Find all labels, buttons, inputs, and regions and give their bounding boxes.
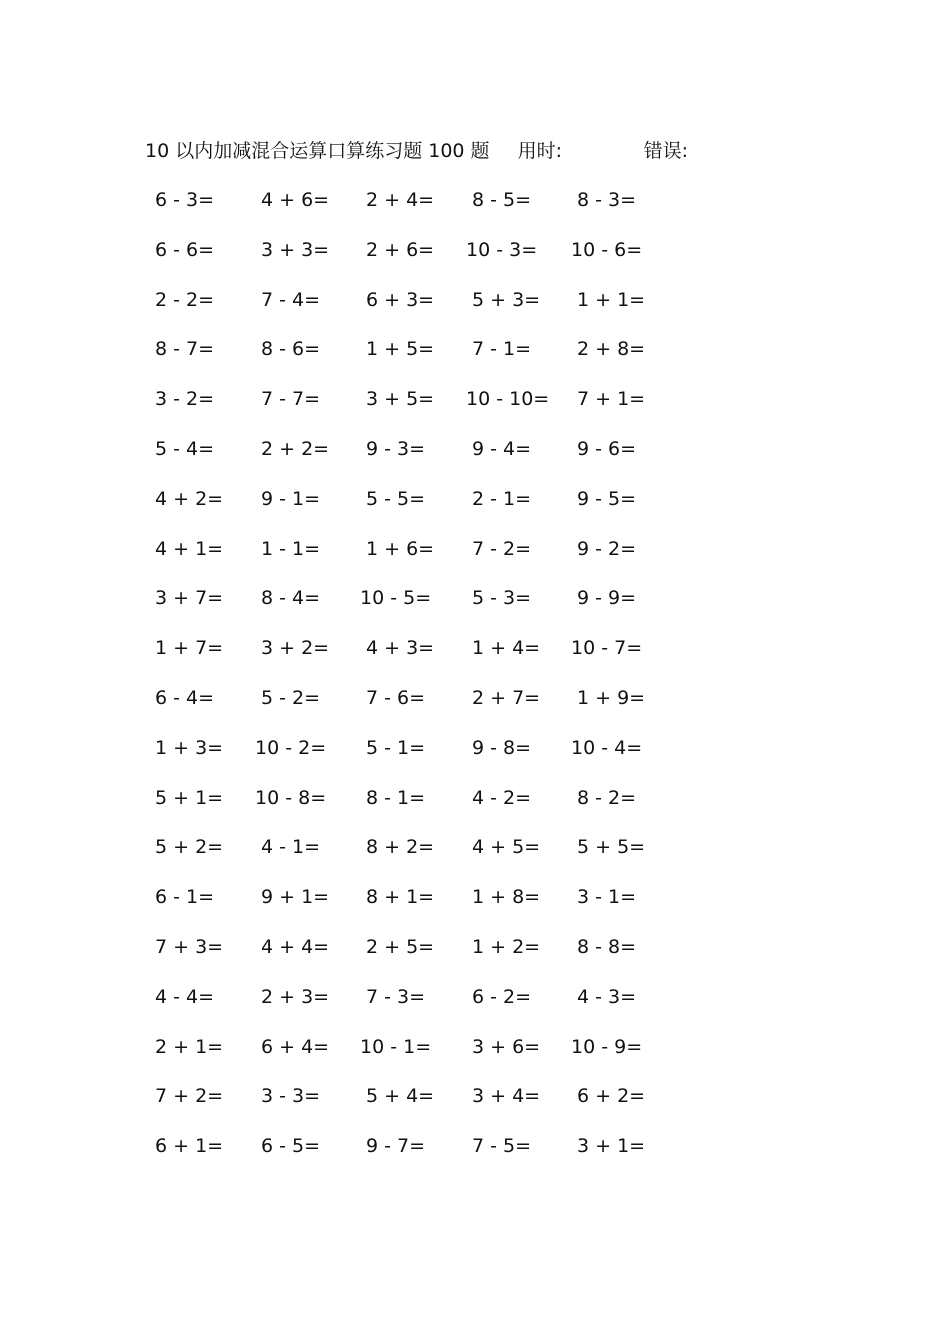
problem-item: 6 - 3= <box>155 189 215 211</box>
problem-item: 4 - 4= <box>155 986 215 1008</box>
worksheet-header <box>145 138 688 164</box>
problem-row <box>0 983 800 1013</box>
problem-item: 3 + 7= <box>155 587 224 609</box>
problem-item: 5 - 3= <box>472 587 532 609</box>
problem-item: 5 + 3= <box>472 289 541 311</box>
problem-item: 8 + 1= <box>366 886 435 908</box>
problem-row <box>0 1082 800 1112</box>
problem-item: 9 - 5= <box>577 488 637 510</box>
problem-item: 5 + 1= <box>155 787 224 809</box>
problem-item: 1 + 4= <box>472 637 541 659</box>
problem-item: 9 + 1= <box>261 886 330 908</box>
problem-item: 2 + 5= <box>366 936 435 958</box>
problem-item: 3 + 1= <box>577 1135 646 1157</box>
worksheet-title: 10 以内加减混合运算口算练习题 100 题 <box>145 140 490 162</box>
time-label: 用时: <box>517 140 563 162</box>
problem-item: 2 + 1= <box>155 1036 224 1058</box>
problem-row <box>0 1033 800 1063</box>
problem-item: 4 + 2= <box>155 488 224 510</box>
problem-item: 7 - 3= <box>366 986 426 1008</box>
problem-item: 7 - 7= <box>261 388 321 410</box>
problem-row <box>0 535 800 565</box>
problem-row <box>0 286 800 316</box>
problem-item: 3 - 2= <box>155 388 215 410</box>
problem-item: 4 - 1= <box>261 836 321 858</box>
problem-item: 3 - 1= <box>577 886 637 908</box>
problem-item: 4 + 4= <box>261 936 330 958</box>
errors-label: 错误: <box>643 140 689 162</box>
problem-item: 10 - 4= <box>571 737 643 759</box>
problem-item: 6 - 5= <box>261 1135 321 1157</box>
problem-item: 1 + 5= <box>366 338 435 360</box>
problem-item: 1 + 8= <box>472 886 541 908</box>
problem-item: 10 - 9= <box>571 1036 643 1058</box>
problem-item: 9 - 7= <box>366 1135 426 1157</box>
problem-item: 10 - 1= <box>360 1036 432 1058</box>
problem-item: 8 - 6= <box>261 338 321 360</box>
problem-row <box>0 485 800 515</box>
problem-item: 8 - 2= <box>577 787 637 809</box>
problem-item: 8 - 7= <box>155 338 215 360</box>
problem-row <box>0 933 800 963</box>
problem-row <box>0 734 800 764</box>
problem-item: 9 - 1= <box>261 488 321 510</box>
problem-item: 5 - 5= <box>366 488 426 510</box>
problem-item: 3 + 2= <box>261 637 330 659</box>
problem-item: 7 + 2= <box>155 1085 224 1107</box>
problem-item: 8 - 8= <box>577 936 637 958</box>
problem-item: 5 - 4= <box>155 438 215 460</box>
problem-item: 6 + 3= <box>366 289 435 311</box>
problem-item: 1 + 9= <box>577 687 646 709</box>
problem-item: 7 - 5= <box>472 1135 532 1157</box>
problem-item: 2 - 2= <box>155 289 215 311</box>
problem-item: 6 - 1= <box>155 886 215 908</box>
problem-item: 10 - 3= <box>466 239 538 261</box>
problem-row <box>0 186 800 216</box>
problem-item: 2 + 2= <box>261 438 330 460</box>
problem-item: 7 - 4= <box>261 289 321 311</box>
problem-item: 4 + 1= <box>155 538 224 560</box>
problem-item: 2 + 6= <box>366 239 435 261</box>
problem-item: 4 + 5= <box>472 836 541 858</box>
problem-item: 4 - 3= <box>577 986 637 1008</box>
problem-item: 6 - 6= <box>155 239 215 261</box>
problem-item: 7 - 6= <box>366 687 426 709</box>
problem-row <box>0 236 800 266</box>
problem-item: 2 + 3= <box>261 986 330 1008</box>
problem-item: 9 - 2= <box>577 538 637 560</box>
problem-item: 7 - 2= <box>472 538 532 560</box>
problem-item: 8 - 3= <box>577 189 637 211</box>
problem-row <box>0 584 800 614</box>
problem-item: 7 + 1= <box>577 388 646 410</box>
problem-item: 9 - 8= <box>472 737 532 759</box>
problem-row <box>0 684 800 714</box>
problem-row <box>0 435 800 465</box>
problem-item: 9 - 4= <box>472 438 532 460</box>
problem-row <box>0 784 800 814</box>
problem-item: 3 + 4= <box>472 1085 541 1107</box>
problem-item: 1 + 1= <box>577 289 646 311</box>
problem-item: 3 + 5= <box>366 388 435 410</box>
problem-item: 1 + 2= <box>472 936 541 958</box>
problem-item: 8 - 1= <box>366 787 426 809</box>
problem-item: 5 + 4= <box>366 1085 435 1107</box>
problem-item: 1 + 3= <box>155 737 224 759</box>
problem-item: 9 - 6= <box>577 438 637 460</box>
problem-item: 10 - 5= <box>360 587 432 609</box>
problem-item: 6 + 1= <box>155 1135 224 1157</box>
problem-item: 6 + 4= <box>261 1036 330 1058</box>
problem-item: 2 - 1= <box>472 488 532 510</box>
problem-item: 4 + 3= <box>366 637 435 659</box>
problem-item: 5 + 5= <box>577 836 646 858</box>
problem-item: 10 - 8= <box>255 787 327 809</box>
problem-item: 1 - 1= <box>261 538 321 560</box>
problem-item: 10 - 2= <box>255 737 327 759</box>
problem-item: 5 - 2= <box>261 687 321 709</box>
problem-item: 2 + 7= <box>472 687 541 709</box>
problem-item: 5 - 1= <box>366 737 426 759</box>
problem-item: 9 - 3= <box>366 438 426 460</box>
problem-item: 1 + 7= <box>155 637 224 659</box>
problem-item: 8 - 4= <box>261 587 321 609</box>
problem-item: 10 - 6= <box>571 239 643 261</box>
problem-item: 8 + 2= <box>366 836 435 858</box>
problem-item: 9 - 9= <box>577 587 637 609</box>
problem-item: 5 + 2= <box>155 836 224 858</box>
problem-item: 6 - 4= <box>155 687 215 709</box>
problem-item: 7 + 3= <box>155 936 224 958</box>
problem-row <box>0 335 800 365</box>
problem-item: 8 - 5= <box>472 189 532 211</box>
problem-item: 2 + 4= <box>366 189 435 211</box>
problem-item: 10 - 10= <box>466 388 550 410</box>
problem-item: 3 + 6= <box>472 1036 541 1058</box>
problem-row <box>0 883 800 913</box>
problem-item: 6 + 2= <box>577 1085 646 1107</box>
problem-item: 3 - 3= <box>261 1085 321 1107</box>
problem-item: 6 - 2= <box>472 986 532 1008</box>
problem-row <box>0 634 800 664</box>
problem-row <box>0 385 800 415</box>
problem-row <box>0 1132 800 1162</box>
problem-item: 7 - 1= <box>472 338 532 360</box>
problem-row <box>0 833 800 863</box>
problem-item: 4 + 6= <box>261 189 330 211</box>
problem-item: 2 + 8= <box>577 338 646 360</box>
problem-item: 10 - 7= <box>571 637 643 659</box>
problem-item: 1 + 6= <box>366 538 435 560</box>
problem-item: 4 - 2= <box>472 787 532 809</box>
problem-item: 3 + 3= <box>261 239 330 261</box>
